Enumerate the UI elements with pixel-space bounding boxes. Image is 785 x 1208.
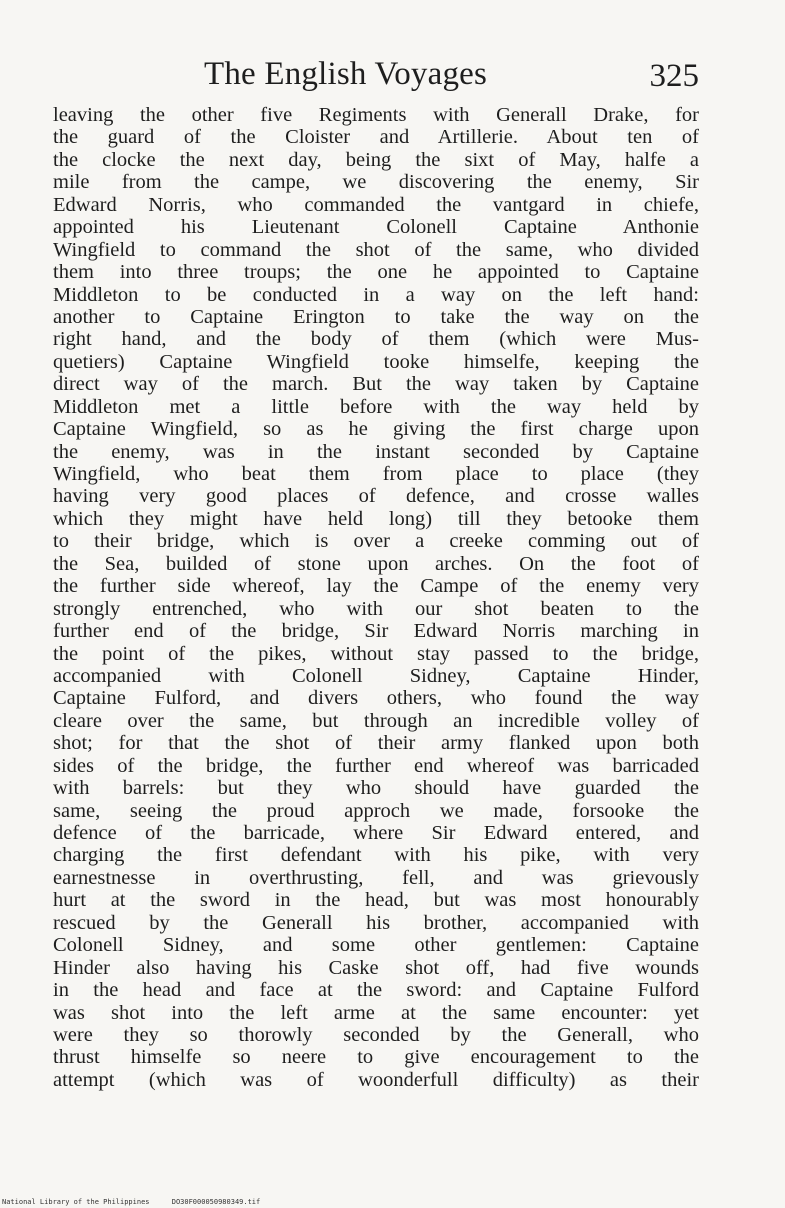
text-line: another to Captaine Erington to take the way on the	[53, 305, 699, 328]
text-line: thrust himselfe so neere to give encouragement to the	[53, 1046, 699, 1069]
text-line: the further side whereof, lay the Campe of the enemy very	[53, 575, 699, 598]
text-line: Wingfield to command the shot of the same, who divided	[53, 238, 699, 261]
text-line: sides of the bridge, the further end whereof was barricaded	[53, 754, 699, 777]
scan-footer	[2, 1198, 260, 1206]
text-line: right hand, and the body of them (which were Mus-	[53, 328, 699, 351]
text-line: attempt (which was of woonderfull difficulty) as their	[53, 1068, 699, 1091]
text-line: defence of the barricade, where Sir Edward entered, and	[53, 822, 699, 844]
text-line: earnestnesse in overthrusting, fell, and was grievously	[53, 866, 699, 889]
text-line: the guard of the Cloister and Artillerie. About ten of	[53, 126, 699, 149]
text-line: direct way of the march. But the way taken by Captaine	[53, 373, 699, 396]
text-line: cleare over the same, but through an incredible volley of	[53, 709, 699, 732]
footer-filename: DO30F000050980349.tif	[171, 1198, 261, 1206]
text-line: Middleton met a little before with the way held by	[53, 395, 699, 418]
text-line: rescued by the Generall his brother, accompanied with	[53, 911, 699, 934]
text-line: leaving the other five Regiments with Generall Drake, for	[53, 104, 699, 126]
text-line: the Sea, builded of stone upon arches. On the foot of	[53, 552, 699, 575]
text-line: were they so thorowly seconded by the Generall, who	[53, 1023, 699, 1046]
text-line: accompanied with Colonell Sidney, Captaine Hinder,	[53, 664, 699, 687]
text-line: Captaine Wingfield, so as he giving the first charge upon	[53, 418, 699, 441]
text-line: appointed his Lieutenant Colonell Captaine Anthonie	[53, 216, 699, 239]
text-line: the enemy, was in the instant seconded by Captaine	[53, 440, 699, 463]
text-line: charging the first defendant with his pike, with very	[53, 844, 699, 867]
text-line: with barrels: but they who should have guarded the	[53, 777, 699, 800]
text-line: mile from the campe, we discovering the enemy, Sir	[53, 171, 699, 194]
text-line: which they might have held long) till they betooke them	[53, 507, 699, 530]
text-line: shot; for that the shot of their army flanked upon both	[53, 732, 699, 755]
text-line: Captaine Fulford, and divers others, who found the way	[53, 687, 699, 710]
page-number: 325	[649, 58, 699, 94]
text-line: hurt at the sword in the head, but was most honourably	[53, 889, 699, 912]
text-line: to their bridge, which is over a creeke comming out of	[53, 530, 699, 553]
text-line: Colonell Sidney, and some other gentlemen: Captaine	[53, 934, 699, 957]
running-head	[204, 56, 699, 98]
body-text	[53, 104, 699, 1091]
text-line: strongly entrenched, who with our shot beaten to the	[53, 597, 699, 620]
text-line: them into three troups; the one he appointed to Captaine	[53, 261, 699, 284]
running-head-title: The English Voyages	[204, 56, 488, 92]
text-line: quetiers) Captaine Wingfield tooke himselfe, keeping the	[53, 350, 699, 373]
text-line: further end of the bridge, Sir Edward Norris marching in	[53, 620, 699, 643]
text-line: Edward Norris, who commanded the vantgard in chiefe,	[53, 193, 699, 216]
text-line: the clocke the next day, being the sixt of May, halfe a	[53, 148, 699, 171]
text-line: Middleton to be conducted in a way on the left hand:	[53, 283, 699, 306]
footer-library: National Library of the Philippines	[2, 1198, 150, 1206]
text-line: Hinder also having his Caske shot off, had five wounds	[53, 956, 699, 979]
text-line: the point of the pikes, without stay passed to the bridge,	[53, 642, 699, 665]
text-line: was shot into the left arme at the same encounter: yet	[53, 1001, 699, 1024]
text-line: having very good places of defence, and crosse walles	[53, 485, 699, 508]
text-line: same, seeing the proud approch we made, forsooke the	[53, 799, 699, 822]
text-line: Wingfield, who beat them from place to place (they	[53, 463, 699, 485]
text-line: in the head and face at the sword: and Captaine Fulford	[53, 979, 699, 1002]
